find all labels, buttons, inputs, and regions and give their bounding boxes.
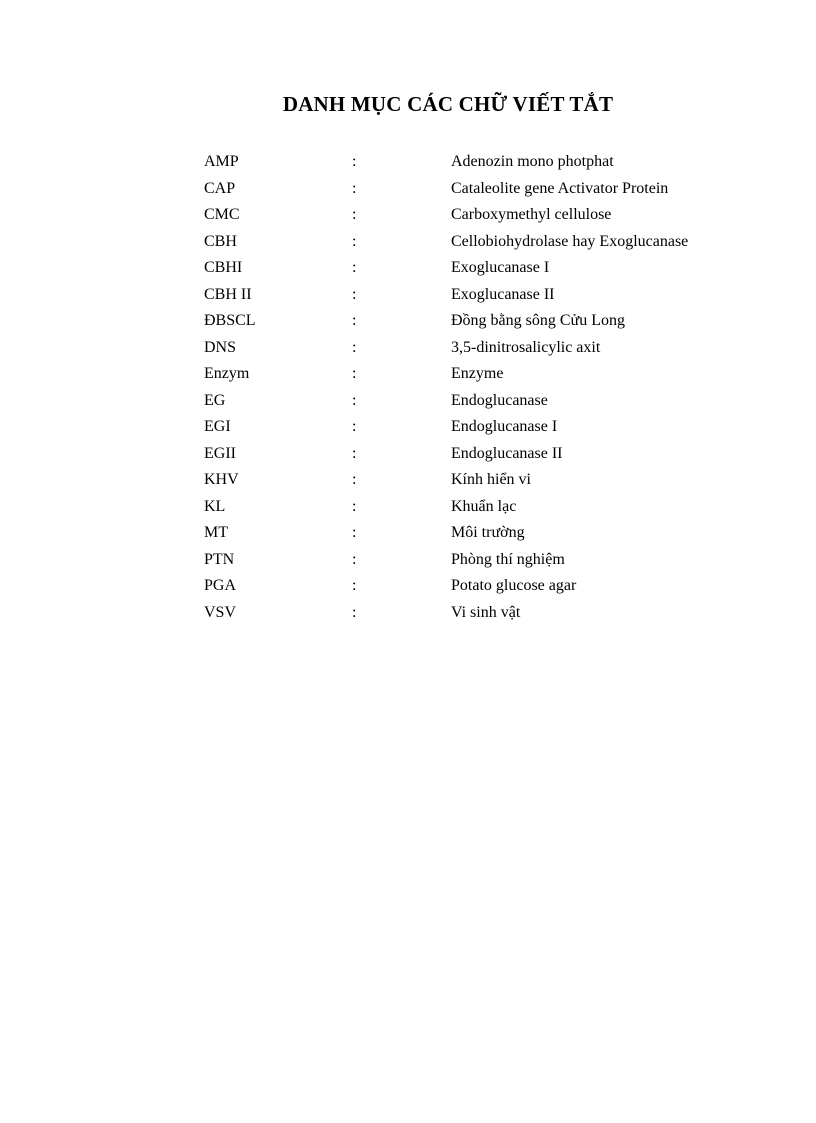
abbreviation-separator: :	[352, 471, 357, 488]
abbreviation-separator: :	[352, 365, 357, 382]
abbreviation-separator: :	[352, 603, 357, 621]
abbreviation-row	[204, 603, 764, 630]
abbreviation-separator: :	[352, 497, 357, 515]
abbreviation-term: VSV	[204, 603, 237, 621]
abbreviation-separator: :	[352, 179, 357, 197]
abbreviation-term: KHV	[204, 471, 239, 488]
abbreviation-meaning: Endoglucanase	[451, 391, 548, 409]
abbreviation-row	[204, 417, 764, 444]
abbreviation-row	[204, 576, 764, 603]
abbreviation-meaning: Đồng bằng sông Cửu Long	[451, 312, 625, 329]
abbreviation-meaning: Potato glucose agar	[451, 577, 577, 594]
abbreviation-term: EGI	[204, 418, 231, 435]
abbreviation-meaning: Endoglucanase I	[451, 418, 558, 435]
abbreviation-meaning: Exoglucanase I	[451, 259, 550, 276]
abbreviation-separator: :	[352, 232, 357, 250]
abbreviation-term: PGA	[204, 577, 237, 594]
abbreviation-separator: :	[352, 338, 357, 356]
abbreviation-term: PTN	[204, 550, 235, 568]
abbreviation-separator: :	[352, 550, 357, 568]
abbreviation-row	[204, 205, 764, 232]
abbreviation-separator: :	[352, 285, 357, 303]
abbreviation-separator: :	[352, 577, 357, 594]
abbreviation-term: CAP	[204, 179, 236, 197]
abbreviation-row	[204, 550, 764, 577]
abbreviation-separator: :	[352, 391, 357, 409]
abbreviation-meaning: Khuẩn lạc	[451, 497, 517, 515]
abbreviation-row	[204, 364, 764, 391]
abbreviation-meaning: Môi trường	[451, 524, 525, 541]
abbreviation-term: EGII	[204, 444, 236, 462]
abbreviation-meaning: Cataleolite gene Activator Protein	[451, 179, 669, 197]
abbreviation-term: AMP	[204, 153, 239, 170]
abbreviation-separator: :	[352, 444, 357, 462]
abbreviation-row	[204, 232, 764, 259]
abbreviation-separator: :	[352, 206, 357, 223]
abbreviation-row	[204, 444, 764, 471]
abbreviation-row	[204, 311, 764, 338]
abbreviation-row	[204, 523, 764, 550]
abbreviation-meaning: 3,5-dinitrosalicylic axit	[451, 338, 601, 356]
abbreviation-row	[204, 391, 764, 418]
abbreviation-meaning: Phòng thí nghiệm	[451, 550, 565, 568]
abbreviation-term: Enzym	[204, 365, 250, 382]
abbreviation-separator: :	[352, 418, 357, 435]
abbreviation-meaning: Vi sinh vật	[451, 603, 521, 621]
abbreviation-row	[204, 285, 764, 312]
abbreviation-term: CBH II	[204, 285, 252, 303]
abbreviation-separator: :	[352, 153, 357, 170]
abbreviation-term: CBHI	[204, 259, 243, 276]
abbreviation-meaning: Endoglucanase II	[451, 444, 563, 462]
abbreviation-term: ĐBSCL	[204, 312, 256, 329]
abbreviation-row	[204, 258, 764, 285]
abbreviation-separator: :	[352, 524, 357, 541]
abbreviation-list	[204, 152, 764, 629]
abbreviation-meaning: Kính hiển vi	[451, 471, 531, 488]
abbreviation-term: CBH	[204, 232, 237, 250]
abbreviation-term: CMC	[204, 206, 240, 223]
abbreviation-separator: :	[352, 259, 357, 276]
abbreviation-meaning: Exoglucanase II	[451, 285, 555, 303]
abbreviation-meaning: Carboxymethyl cellulose	[451, 206, 612, 223]
abbreviation-term: DNS	[204, 338, 237, 356]
abbreviation-row	[204, 179, 764, 206]
abbreviation-row	[204, 470, 764, 497]
abbreviation-term: KL	[204, 497, 226, 515]
abbreviation-term: EG	[204, 391, 226, 409]
abbreviation-row	[204, 338, 764, 365]
abbreviation-row	[204, 152, 764, 179]
abbreviation-row	[204, 497, 764, 524]
abbreviation-term: MT	[204, 524, 228, 541]
abbreviation-separator: :	[352, 312, 357, 329]
abbreviation-meaning: Enzyme	[451, 365, 504, 382]
abbreviation-meaning: Adenozin mono photphat	[451, 153, 614, 170]
page-title: DANH MỤC CÁC CHỮ VIẾT TẮT	[282, 92, 614, 116]
abbreviation-meaning: Cellobiohydrolase hay Exoglucanase	[451, 232, 689, 250]
